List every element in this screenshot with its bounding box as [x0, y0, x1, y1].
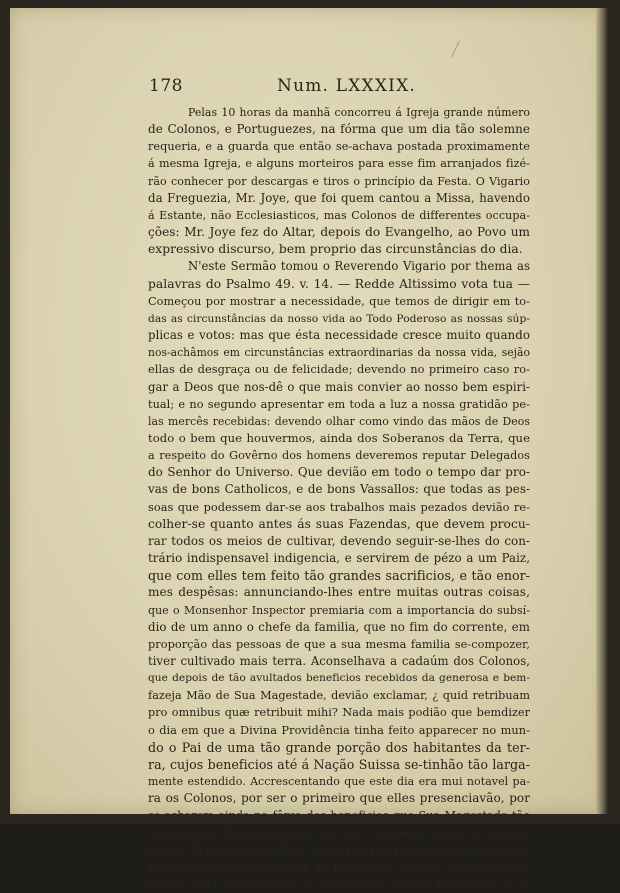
text-line: plicas e votos: mas que ésta necessidade cresce muito quando [148, 328, 530, 343]
text-line: se-acharem ainda na fôrça dos beneficios que Sua Magestade tão [148, 809, 530, 823]
text-line: francamente lhes-liberalisava, por ser o primeiro depois da Criação [148, 826, 530, 840]
text-line: Providência, relativamente ao júbilo dos Suissos, coincidem no [148, 859, 530, 874]
text-line: tual; e no segundo apresentar em toda a luz a nossa gratidão pe- [148, 397, 530, 411]
text-line: fazeja Mão de Sua Magestade, devião exclamar, ¿ quid retribuam [148, 689, 530, 703]
text-line: soas que podessem dar-se aos trabalhos mais pezados devião re- [148, 500, 530, 514]
text-line: nos-achâmos em circunstâncias extraordinarias da nossa vida, sejão [148, 346, 530, 360]
text-line: tiver cultivado mais terra. Aconselhava a cadaúm dos Colonos, [148, 654, 530, 668]
text-line: das as circunstâncias da nosso vida ao Todo Poderoso as nossas súp- [148, 311, 530, 325]
text-line: gar a Deos que nos-dê o que mais convier ao nosso bem espiri- [148, 379, 530, 394]
running-title: Num. LXXXIX. [277, 76, 416, 96]
text-line: requeria, e a guarda que então se-achava postada proximamente [148, 140, 530, 154]
text-line: á mesma Igreja, e alguns morteiros para esse fim arranjados fizé- [148, 157, 530, 171]
text-line: ções: Mr. Joye fez do Altar, depois do Evangelho, ao Povo um [148, 225, 530, 240]
page-binding-edge [596, 8, 608, 814]
text-line: da Freguezia, Mr. Joye, que foi quem cantou a Missa, havendo [148, 190, 530, 205]
text-line: las mercês recebidas: devendo olhar como vindo das mãos de Deos [148, 414, 530, 428]
text-line: N'este Sermão tomou o Reverendo Vigario por thema as [188, 259, 530, 274]
page-header [135, 76, 525, 102]
text-line: ellas de desgraça ou de felicidade; devendo no primeiro caso ro- [148, 362, 530, 377]
text-line: mesmo dia o Anniversario do Nascimento de Suą Magestade, e do [148, 878, 530, 892]
text-line: dio de um anno o chefe da familia, que no fim do corrente, em [148, 619, 530, 634]
text-line: pro omnibus quæ retribuit mihi? Nada mais podião que bemdizer [148, 706, 530, 720]
text-line: rar todos os meios de cultivar, devendo seguir-se-lhes do con- [148, 533, 530, 548]
text-line: Começou por mostrar a necessidade, que temos de dirigir em to- [148, 294, 530, 308]
page-number: 178 [149, 76, 183, 96]
text-line: expressivo discurso, bem proprio das circunstâncias do dia. [148, 242, 523, 257]
text-line: ra os Colonos, por ser o primeiro que elles presenciavão, por [148, 791, 530, 806]
text-line: á Estante, não Ecclesiasticos, mas Colonos de differentes occupa- [148, 208, 530, 222]
text-line: vas de bons Catholicos, e de bons Vassallos: que todas as pes- [148, 482, 530, 497]
text-line: que depois de tão avultados beneficios recebidos da generosa e bem- [148, 672, 530, 685]
body-text [148, 104, 530, 893]
text-line: a respeito do Govêrno dos homens deveremos reputar Delegados [148, 449, 530, 463]
text-line: d'ésta Freguezia, e Villa: e até porque por um feliz rasgo da [148, 842, 530, 857]
text-line: mente estendido. Accrescentando que este dia era mui notavel pa- [148, 775, 530, 789]
text-line: Pelas 10 horas da manhã concorreu á Igreja grande número [188, 106, 530, 119]
text-line: do Senhor do Universo. Que devião em todo o tempo dar pro- [148, 465, 530, 480]
text-line: ra, cujos beneficios até á Nação Suissa se-tinhão tão larga- [148, 756, 530, 772]
text-line: mes despêsas: annunciando-lhes entre muitas outras coisas, [148, 585, 530, 600]
text-line: rão conhecer por descargas e tiros o princípio da Festa. O Vigario [148, 174, 530, 188]
text-line: que com elles tem feito tão grandes sacrificios, e tão enor- [148, 568, 530, 584]
text-line: do o Pai de uma tão grande porção dos habitantes da ter- [148, 739, 530, 755]
text-line: todo o bem que houvermos, ainda dos Soberanos da Terra, que [148, 430, 530, 445]
text-line: colher-se quanto antes ás suas Fazendas, que devem procu- [148, 516, 530, 531]
text-line: o dia em que a Divina Providência tinha feito apparecer no mun- [148, 722, 530, 737]
text-line: palavras do Psalmo 49. v. 14. — Redde Altissimo vota tua — [148, 276, 530, 291]
text-line: trário indispensavel indigencia, e servirem de pézo a um Paiz, [148, 551, 530, 566]
text-line: que o Monsenhor Inspector premiaria com a importancia do subsí- [148, 603, 530, 617]
text-line: proporção das pessoas de que a sua mesma familia se-compozer, [148, 637, 530, 651]
text-line: de Colonos, e Portuguezes, na fórma que um dia tão solemne [148, 122, 530, 137]
